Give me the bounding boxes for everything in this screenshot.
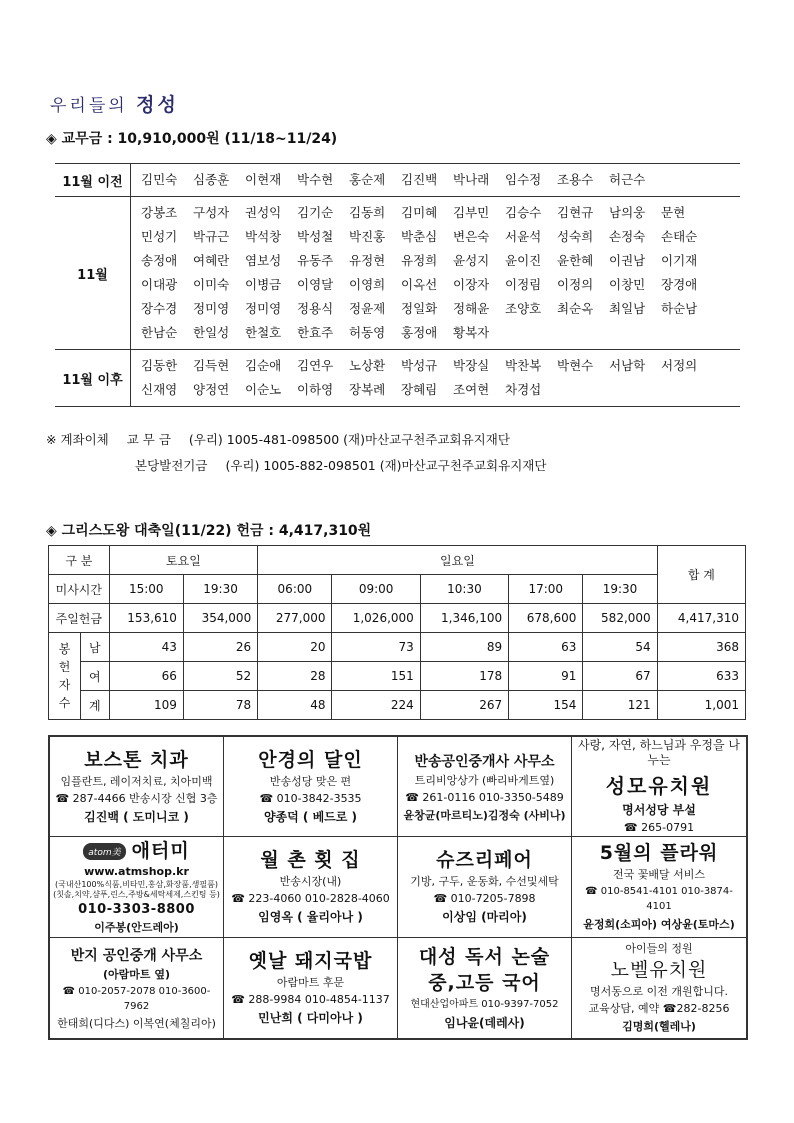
header-saturday: 토요일 [109,546,258,575]
ad-glasses [224,737,398,837]
donor-name: 서정의 [661,358,698,373]
donor-row-november [55,197,740,350]
donor-name: 박현수 [557,358,594,373]
mass-time: 17:00 [509,575,583,604]
ad-seongmo-kindergarten [572,737,746,837]
cash-value: 582,000 [583,604,657,633]
ad-line: 아람마트 후문 [276,976,345,990]
attendance-total: 633 [657,662,745,691]
donor-name: 윤한혜 [557,253,594,268]
ad-phone: ☎ 223-4060 010-2828-4060 [231,892,390,906]
attendance-value: 66 [109,662,183,691]
donor-name: 김부민 [453,205,490,220]
ad-owner: 임나윤(데레사) [444,1015,525,1030]
donor-name: 유정희 [401,253,438,268]
donor-name: 변은숙 [453,229,490,244]
donor-name: 조용수 [557,172,594,187]
donor-name: 박성규 [401,358,438,373]
donor-name: 허동영 [349,325,386,340]
ad-phone: 010-3303-8800 [78,902,195,917]
ad-phone: ☎ 010-8541-4101 010-3874-4101 [585,886,733,913]
donor-name: 김미혜 [401,205,438,220]
attendance-value: 154 [509,691,583,720]
donor-name: 김승수 [505,205,542,220]
donor-name: 한철호 [245,325,282,340]
donor-name: 이미숙 [193,277,230,292]
attendance-total: 368 [657,633,745,662]
ad-phone: ☎ 010-2057-2078 010-3600-7962 [62,985,211,1012]
ad-line: 반송성당 맞은 편 [269,775,352,789]
attendance-value: 91 [509,662,583,691]
donor-name: 김진백 [401,172,438,187]
attendance-value: 121 [583,691,657,720]
ad-gukbap [224,938,398,1038]
ad-line: 트리비앙상가 (빠리바게트옆) [414,773,555,787]
ad-owner: 이상임 (마리아) [442,910,527,925]
ad-line: 전국 꽃배달 서비스 [612,868,705,882]
donor-name: 차경섭 [505,382,542,397]
donor-name: 여혜란 [193,253,230,268]
donor-row-label: 11월 이후 [55,350,131,406]
cash-value: 277,000 [258,604,332,633]
attendance-value: 151 [332,662,420,691]
donor-name: 구성자 [193,205,230,220]
donor-name: 허근수 [609,172,646,187]
donor-names [131,350,740,406]
ad-phone: ☎ 010-7205-7898 [433,892,536,906]
ad-title: 월 촌 횟 집 [260,849,361,872]
donor-name: 박찬복 [505,358,542,373]
ad-subtitle: 중,고등 국어 [428,971,541,994]
donor-name: 김연우 [297,358,334,373]
donor-row-after [55,350,740,406]
donor-name: 이현재 [245,172,282,187]
attendance-value: 52 [183,662,257,691]
donor-name: 권성익 [245,205,282,220]
donor-name: 정윤제 [349,301,386,316]
bank-transfer-line: ※ 계좌이체 교 무 금 (우리) 1005-481-098500 (재)마산교구천주교회유지재단 [46,432,510,447]
donor-name: 박나래 [453,172,490,187]
donor-name: 조양호 [505,301,542,316]
donor-name: 박성철 [297,229,334,244]
mass-time: 10:30 [420,575,508,604]
ad-phone: ☎ 287-4466 반송시장 신협 3층 [55,792,218,806]
ad-owner: 윤정희(소피아) 여상윤(토마스) [583,918,735,932]
donor-name: 이영희 [349,277,386,292]
donor-name: 유정현 [349,253,386,268]
ad-title: 성모유치원 [605,774,713,799]
attendance-value: 73 [332,633,420,662]
donor-name: 박장실 [453,358,490,373]
ad-nobel-kindergarten [572,938,746,1038]
donor-name: 이옥선 [401,277,438,292]
donor-name: 윤성지 [453,253,490,268]
donor-name: 하순남 [661,301,698,316]
ad-owner: 민난희 ( 다미아나 ) [258,1011,363,1026]
ad-owner: 이주봉(안드레아) [94,921,179,934]
donor-name: 김기순 [297,205,334,220]
cash-value: 153,610 [109,604,183,633]
donor-name: 손정숙 [609,229,646,244]
ad-title: 반송공인중개사 사무소 [414,753,555,770]
donor-name: 박석창 [245,229,282,244]
donor-name: 이순노 [245,382,282,397]
ad-phone: 교육상담, 예약 ☎282-8256 [588,1002,730,1016]
donor-name: 이권남 [609,253,646,268]
donor-name: 이영달 [297,277,334,292]
ad-owner: 양종덕 ( 베드로 ) [263,810,358,825]
ad-atomy [50,837,224,937]
donor-name: 이병금 [245,277,282,292]
ad-title: 슈즈리페어 [436,849,533,872]
ad-title: 옛날 돼지국밥 [248,950,373,973]
attendance-value: 89 [420,633,508,662]
cash-total: 4,417,310 [657,604,745,633]
ad-phone: 현대산업아파트 010-9397-7052 [410,998,559,1010]
ad-phone: ☎ 010-3842-3535 [259,792,362,806]
ad-line: 명서동으로 이전 개원합니다. [589,985,728,999]
ad-realty-bansong [398,737,572,837]
donor-name: 한일성 [193,325,230,340]
donor-name: 양정연 [193,382,230,397]
mass-time-label: 미사시간 [49,575,110,604]
donor-name: 조여현 [453,382,490,397]
donor-name: 장복례 [349,382,386,397]
donor-name: 손태순 [661,229,698,244]
donor-names [131,164,740,196]
ad-title: 반지 공인중개 사무소 [70,947,203,964]
ad-owner: 김진백 ( 도미니코 ) [84,810,189,825]
donor-name: 박춘심 [401,229,438,244]
donor-name: 김순애 [245,358,282,373]
donor-name: 장경애 [661,277,698,292]
attendance-value: 78 [183,691,257,720]
attendance-value: 26 [183,633,257,662]
mass-time: 19:30 [183,575,257,604]
donor-name: 박진홍 [349,229,386,244]
cash-value: 678,600 [509,604,583,633]
donor-row-before [55,164,740,197]
donor-name: 장혜림 [401,382,438,397]
donor-name: 이정의 [557,277,594,292]
ad-flower [572,837,746,937]
offering-heading: ◈ 그리스도왕 대축일(11/22) 헌금 : 4,417,310원 [46,523,372,539]
mass-time: 19:30 [583,575,657,604]
ad-url: www.atmshop.kr [84,865,189,878]
mass-time: 15:00 [109,575,183,604]
ad-line: (아람마트 옆) [102,967,170,981]
header-sunday: 일요일 [258,546,657,575]
donor-name: 이하영 [297,382,334,397]
cash-value: 354,000 [183,604,257,633]
ad-line: 기방, 구두, 운동화, 수선및세탁 [410,875,559,889]
attendance-value: 178 [420,662,508,691]
attendance-label: 봉 헌 자 수 [49,633,81,720]
ad-title: 대성 독서 논술 [418,945,551,968]
bank-transfer-line: 본당발전기금 (우리) 1005-882-098501 (재)마산교구천주교회유지재단 [135,458,547,473]
ad-title: 5월의 플라워 [599,842,719,865]
ad-daesung-academy [398,938,572,1038]
donor-name: 정용식 [297,301,334,316]
donor-name: 김동희 [349,205,386,220]
ad-owner: 한태희(디다스) 이복연(체칠리아) [57,1016,216,1030]
donor-names [131,197,740,349]
donor-name: 신재영 [141,382,178,397]
ad-owner: 윤창균(마르티노)김정숙 (사비나) [403,808,566,822]
donor-name: 이창민 [609,277,646,292]
donor-name: 남의웅 [609,205,646,220]
donor-name: 홍정애 [401,325,438,340]
ad-line: 반송시장(내) [279,875,342,889]
cash-value: 1,026,000 [332,604,420,633]
ad-owner: 임영옥 ( 율리아나 ) [258,910,363,925]
ad-title: 안경의 달인 [258,749,363,772]
ad-tagline: 아이들의 정원 [625,942,693,956]
cash-value: 1,346,100 [420,604,508,633]
donor-row-label: 11월 이전 [55,164,131,196]
attendance-value: 28 [258,662,332,691]
donor-table [55,163,740,407]
donor-name: 최순옥 [557,301,594,316]
donor-name: 송정애 [141,253,178,268]
attendance-value: 109 [109,691,183,720]
attendance-total: 1,001 [657,691,745,720]
donor-name: 염보성 [245,253,282,268]
atomy-logo: atom美 [83,843,125,860]
ad-realty-banji [50,938,224,1038]
donor-name: 김득현 [193,358,230,373]
donor-name: 심종훈 [193,172,230,187]
donor-name: 서윤석 [505,229,542,244]
attendance-value: 267 [420,691,508,720]
attendance-value: 48 [258,691,332,720]
ads-grid [48,735,748,1040]
ad-title: 보스톤 치과 [84,749,189,772]
donor-name: 정미영 [193,301,230,316]
attendance-value: 54 [583,633,657,662]
donor-name: 김현규 [557,205,594,220]
header-gubun: 구 분 [49,546,110,575]
donor-name: 정해윤 [453,301,490,316]
donor-name: 박수현 [297,172,334,187]
donor-name: 장수경 [141,301,178,316]
cash-label: 주일헌금 [49,604,110,633]
donor-name: 민성기 [141,229,178,244]
donor-name: 윤이진 [505,253,542,268]
ad-owner: 김명희(헬레나) [622,1020,696,1034]
donor-name: 한남순 [141,325,178,340]
donor-name: 김민숙 [141,172,178,187]
attendance-row-label: 남 [81,633,110,662]
ad-title: 노벨유치원 [610,959,708,982]
ad-title: 애터미 [131,840,190,862]
donor-name: 홍순제 [349,172,386,187]
donor-row-label: 11월 [55,197,131,349]
donor-name: 성숙희 [557,229,594,244]
attendance-value: 224 [332,691,420,720]
ad-line: (국내산100%식품,비타민,홍삼,화장품,생필품) (칫솔,치약,샴푸,린스,주방&세탁세제,스킨팅 등) [53,880,220,899]
attendance-row-label: 계 [81,691,110,720]
donor-name: 이대광 [141,277,178,292]
mass-time: 09:00 [332,575,420,604]
attendance-value: 20 [258,633,332,662]
donor-name: 박규근 [193,229,230,244]
ad-phone: ☎ 261-0116 010-3350-5489 [405,790,564,804]
ad-phone: ☎ 265-0791 [623,821,695,835]
ad-tagline: 사랑, 자연, 하느님과 우정을 나누는 [578,738,740,768]
donor-name: 한효주 [297,325,334,340]
donor-name: 서남학 [609,358,646,373]
donor-name: 임수정 [505,172,542,187]
donor-name: 이정림 [505,277,542,292]
donor-name: 유동주 [297,253,334,268]
attendance-row-label: 여 [81,662,110,691]
ad-raw-fish [224,837,398,937]
donor-name: 노상환 [349,358,386,373]
offering-table [48,545,746,720]
donor-name: 문현 [661,205,686,220]
attendance-value: 43 [109,633,183,662]
ad-shoe-repair [398,837,572,937]
ad-line: 명서성당 부설 [622,803,696,818]
donor-name: 이기재 [661,253,698,268]
donor-name: 정일화 [401,301,438,316]
donor-name: 강봉조 [141,205,178,220]
ad-line: 임플란트, 레이저치료, 치아미백 [60,775,213,789]
donor-name: 황복자 [453,325,490,340]
donor-name: 이장자 [453,277,490,292]
page-title: 우리들의 정성 [50,94,179,116]
donor-name: 최일남 [609,301,646,316]
header-total: 합 계 [657,546,745,604]
ad-phone: ☎ 288-9984 010-4854-1137 [231,993,390,1007]
ad-boston-dental [50,737,224,837]
school-fee-heading: ◈ 교무금 : 10,910,000원 (11/18~11/24) [46,131,338,147]
donor-name: 정미영 [245,301,282,316]
mass-time: 06:00 [258,575,332,604]
donor-name: 김동한 [141,358,178,373]
attendance-value: 63 [509,633,583,662]
attendance-value: 67 [583,662,657,691]
